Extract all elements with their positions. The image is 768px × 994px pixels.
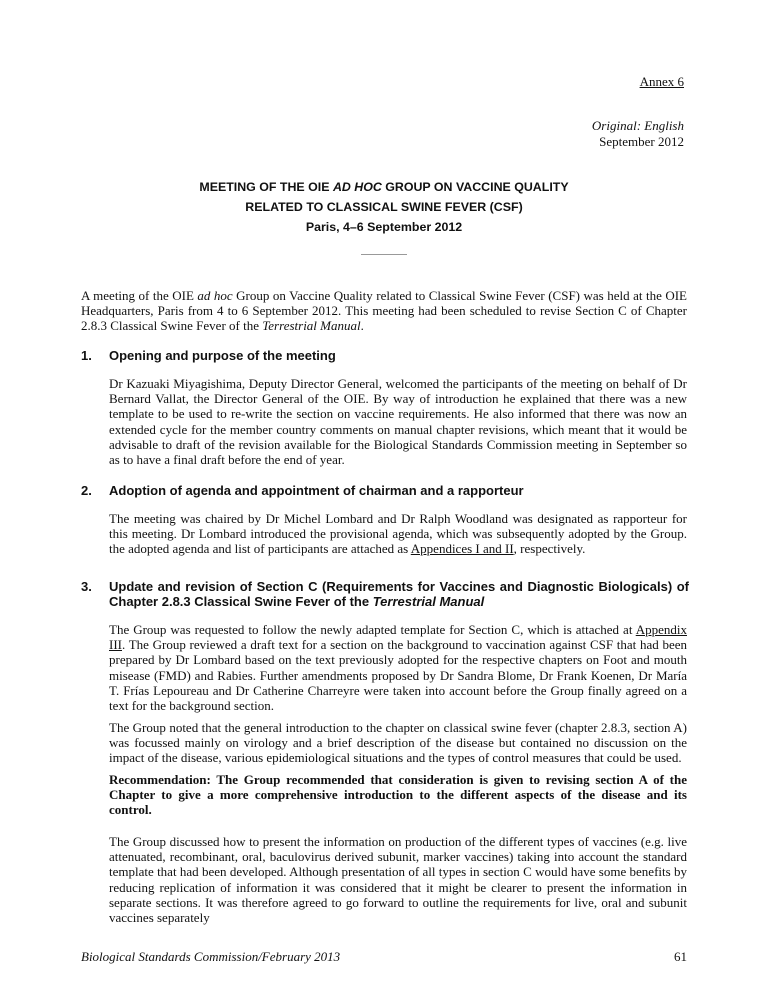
- appendices-link[interactable]: Appendices I and II: [410, 541, 514, 557]
- text: A meeting of the OIE: [81, 288, 198, 303]
- section-title: Adoption of agenda and appointment of chairman and a rapporteur: [109, 483, 524, 498]
- text-italic: Terrestrial Manual: [372, 594, 485, 609]
- section-1-heading: [81, 348, 689, 364]
- text: Update and revision of Section C (Requirements for Vaccines and Diagnostic Biologicals) of Chapter 2.8.3 Classical Swine Fever of the: [109, 579, 689, 609]
- section-3-paragraph-1: [109, 622, 687, 713]
- intro-paragraph: [81, 288, 687, 334]
- title-part: MEETING OF THE OIE: [199, 180, 333, 194]
- section-title: Opening and purpose of the meeting: [109, 348, 336, 363]
- text: Group on Vaccine Quality related to Classical Swine Fever (CSF) was held at the OIE Headquarters, Paris from 4 to 6 September 2012. This meeting had been scheduled to revise Section C of Chapter 2.8.3 Classical Swine Fever of the: [81, 288, 687, 334]
- section-3-paragraph-3: The Group discussed how to present the information on production of the different types of vaccines (e.g. live attenuated, recombinant, oral, baculovirus derived subunit, marker vaccines) taking into account the standard template that had been developed. Although presentation of all types in section C would have some benefits by reducing replication of information it was considered that it might be clearer to present the information in separate sections. It was therefore agreed to go forward to outline the requirements for live, oral and subunit vaccines separately: [109, 834, 687, 926]
- section-2-heading: [81, 483, 689, 499]
- title-line-3: Paris, 4–6 September 2012: [305, 220, 463, 234]
- text: , respectively.: [513, 541, 586, 557]
- original-language: Original: English: [591, 118, 684, 133]
- appendix-iii-link[interactable]: Appendix III: [109, 622, 687, 653]
- text: The meeting was chaired by Dr Michel Lombard and Dr Ralph Woodland was designated as rapporteur for this meeting. Dr Lombard introduced the provisional agenda, which was subsequently adopted by the Group. the adopted agenda and list of participants are attached as: [109, 511, 687, 557]
- page-number: 61: [674, 949, 687, 964]
- title-part-italic: AD HOC: [332, 180, 382, 194]
- text: . The Group reviewed a draft text for a section on the background to vaccination against CSF that had been prepared by Dr Lombard based on the text previously adopted for the respective chapters on Foot and mouth misease (FMD) and Rabies. Further amendments proposed by Dr Sandra Blome, Dr Frank Koenen, Dr María T. Frías Lepoureau and Dr Catherine Charreyre were taken into account before the Group finally agreed on a text for the background section.: [109, 637, 687, 714]
- title-line-1: [0, 180, 768, 194]
- section-number: 1.: [81, 348, 92, 363]
- title-part: GROUP ON VACCINE QUALITY: [381, 180, 569, 194]
- footer-title: Biological Standards Commission/February 2013: [81, 949, 341, 964]
- text: .: [360, 318, 364, 334]
- recommendation: Recommendation: The Group recommended that consideration is given to revising section A of the Chapter to give a more comprehensive introduction to the different aspects of the disease and its control.: [109, 772, 687, 818]
- section-1-paragraph: Dr Kazuaki Miyagishima, Deputy Director General, welcomed the participants of the meeting on behalf of Dr Bernard Vallat, the Director General of the OIE. By way of introduction he explained that there was a new template to be used to re-write the section on vaccine requirements. He also informed that there was now an extended cycle for the member country comments on manual chapter revisions, which meant that it would be advisable to draft of the revision available for the Biological Standards Commission meeting in September so as to have a final draft before the end of year.: [109, 376, 687, 468]
- document-date: September 2012: [599, 134, 684, 149]
- section-number: 2.: [81, 483, 92, 498]
- section-number: 3.: [81, 579, 92, 594]
- section-3-paragraph-2: The Group noted that the general introduction to the chapter on classical swine fever (chapter 2.8.3, section A) was focussed mainly on virology and a brief description of the disease but contained no discussion on the impact of the disease, various epidemiological situations and the types of control measures that could be used.: [109, 720, 687, 766]
- text: The Group was requested to follow the newly adapted template for Section C, which is attached at: [109, 622, 636, 637]
- text-italic: Terrestrial Manual: [262, 318, 361, 334]
- annex-label: Annex 6: [639, 74, 684, 89]
- section-title: [109, 579, 689, 609]
- title-line-2: RELATED TO CLASSICAL SWINE FEVER (CSF): [245, 200, 523, 214]
- section-2-paragraph: [109, 511, 687, 557]
- section-3-heading: [81, 579, 689, 611]
- title-separator: [361, 254, 407, 255]
- text-italic: ad hoc: [197, 288, 233, 303]
